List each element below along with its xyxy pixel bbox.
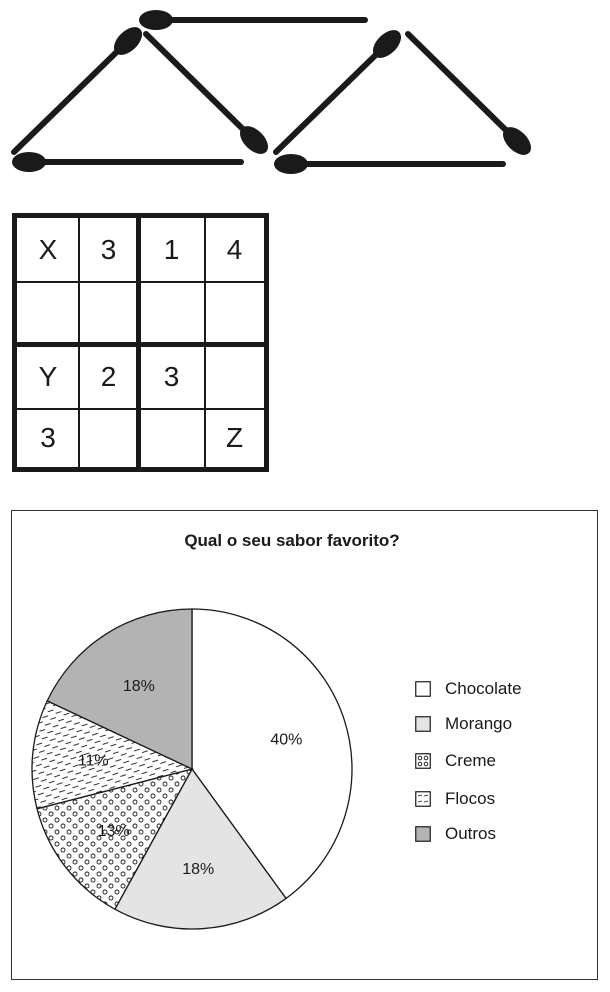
pie-slice-label: 40% [270,731,303,749]
legend-item-morango [415,714,512,734]
grid-cell: X [38,234,58,265]
matchstick-left-diagonal-up [14,22,147,152]
matchstick-top [139,10,365,30]
pie-chart [12,511,597,979]
matchstick-middle-diagonal-up [276,25,406,152]
matchstick-bottom-left [12,152,241,172]
grid-cell [79,409,138,467]
grid-cell [79,282,138,344]
pie-slice-label: 13% [97,822,130,840]
grid-cell: 4 [226,234,243,265]
grid-cell: 2 [100,360,117,392]
matchstick-bottom-right [274,154,503,174]
legend-item-flocos [415,789,495,809]
matchstick-right-diagonal-down [408,34,536,160]
matchstick-puzzle [0,0,610,200]
legend-swatch [415,791,431,807]
legend-label: Creme [445,751,497,770]
grid-cell: 3 [100,234,117,265]
grid-cell: 3 [163,360,180,392]
legend-swatch [415,681,431,697]
legend-label: Chocolate [445,679,522,698]
legend-swatch [415,753,431,769]
pie-slice-label: 11% [77,752,109,770]
legend-label: Morango [445,714,513,733]
grid-cell: 3 [40,422,56,453]
grid-cell: 1 [163,234,180,265]
legend-item-outros [415,824,496,844]
legend-swatch [415,826,431,842]
legend-label: Outros [445,824,497,843]
sudoku-grid [12,213,269,472]
pie-slice-label: 18% [122,678,155,696]
grid-cell [205,282,264,344]
pie-slice-label: 18% [182,861,215,879]
chart-title: Qual o seu sabor favorito? [184,531,400,550]
legend-item-creme [415,751,496,771]
legend-swatch [415,716,431,732]
grid-cell [17,282,79,344]
pie-chart-frame [11,510,598,980]
legend-item-chocolate [415,679,522,699]
matchstick-left-diagonal-down [146,34,273,159]
legend-label: Flocos [445,789,496,808]
grid-cell [138,409,205,467]
grid-cell [138,282,205,344]
grid-cell [205,344,264,409]
grid-cell: Z [225,422,244,453]
grid-cell: Y [38,360,58,392]
